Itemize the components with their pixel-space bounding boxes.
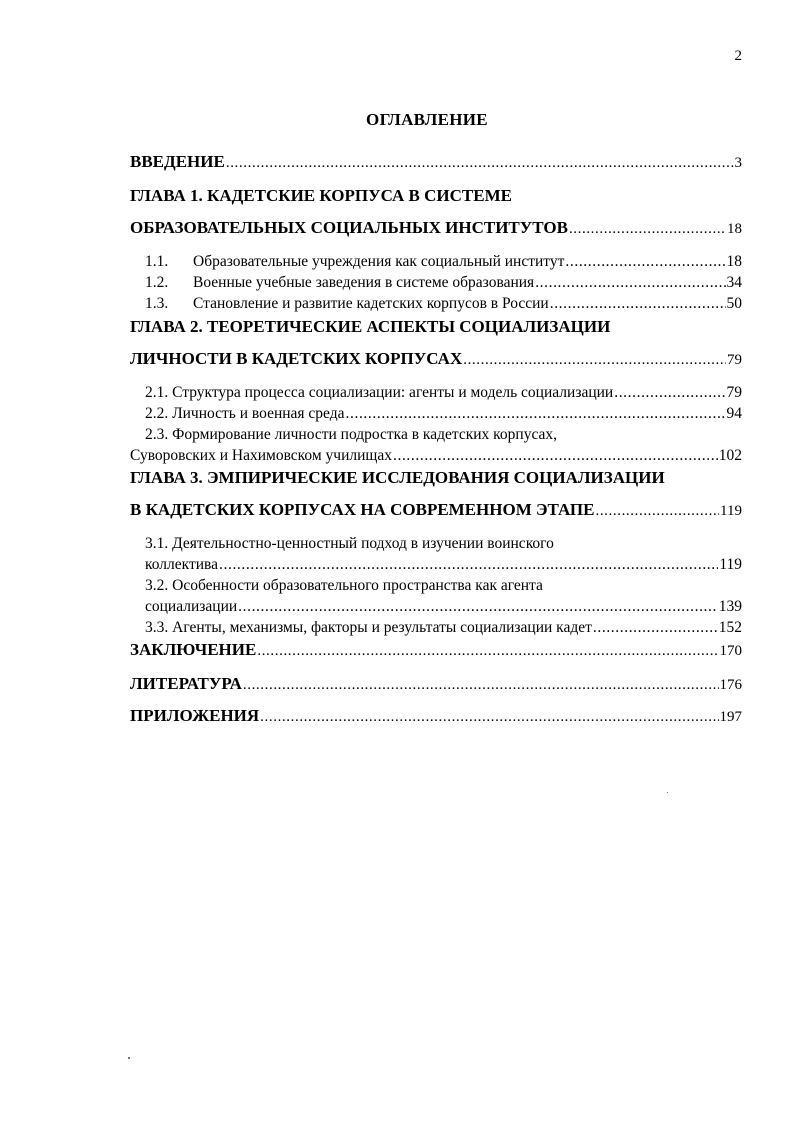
section-title: Военные учебные заведения в системе образования — [193, 274, 535, 291]
entry-page: 79 — [726, 384, 742, 401]
entry-page: 152 — [718, 619, 742, 636]
toc-entry-literature[interactable] — [130, 674, 742, 694]
entry-page: 176 — [719, 677, 742, 693]
chapter2-title-line1: ГЛАВА 2. ТЕОРЕТИЧЕСКИЕ АСПЕКТЫ СОЦИАЛИЗАЦИИ — [130, 317, 611, 336]
section-3-2-line1: 3.2. Особенности образовательного пространства как агента — [145, 577, 543, 594]
section-title: 2.2. Личность и военная среда — [145, 405, 345, 422]
toc-entry-2-1[interactable] — [145, 384, 742, 402]
entry-label: ВВЕДЕНИЕ — [130, 152, 225, 171]
entry-label: ПРИЛОЖЕНИЯ — [130, 706, 260, 725]
entry-page: 18 — [727, 221, 742, 237]
entry-page: 139 — [718, 598, 742, 615]
entry-page: 94 — [726, 405, 742, 422]
entry-page: 119 — [719, 556, 742, 573]
dot-leader — [550, 295, 726, 313]
dot-leader — [595, 503, 719, 520]
entry-page: 3 — [734, 155, 742, 171]
dot-leader — [219, 556, 718, 574]
toc-entry-3-3[interactable] — [145, 619, 742, 637]
section-number: 1.3. — [145, 295, 169, 312]
dot-leader — [226, 155, 734, 172]
dot-leader — [463, 352, 726, 369]
section-title: Суворовских и Нахимовском училищах — [130, 447, 392, 464]
entry-page: 119 — [720, 503, 742, 519]
dot-leader — [614, 384, 725, 402]
toc-entry-chapter3[interactable] — [130, 500, 742, 520]
toc-entry-appendices[interactable] — [130, 706, 742, 726]
page-number: 2 — [734, 48, 742, 64]
entry-label: ЛИЧНОСТИ В КАДЕТСКИХ КОРПУСАХ — [130, 349, 463, 368]
section-number: 1.1. — [145, 253, 169, 270]
entry-page: 102 — [718, 447, 742, 464]
entry-page: 79 — [727, 352, 742, 368]
dot-leader — [238, 598, 718, 616]
toc-entry-3-1[interactable] — [145, 556, 742, 574]
entry-page: 50 — [726, 295, 742, 312]
toc-entry-1-3[interactable] — [145, 295, 742, 313]
dot-leader — [257, 643, 718, 660]
section-title: Образовательные учреждения как социальный институт — [193, 253, 565, 270]
dot-leader — [243, 677, 719, 694]
dot-leader — [593, 619, 718, 637]
chapter1-title-line1: ГЛАВА 1. КАДЕТСКИЕ КОРПУСА В СИСТЕМЕ — [130, 186, 512, 205]
dot-leader — [260, 709, 718, 726]
entry-label: ЛИТЕРАТУРА — [130, 674, 242, 693]
entry-label: В КАДЕТСКИХ КОРПУСАХ НА СОВРЕМЕННОМ ЭТАПЕ — [130, 500, 595, 519]
entry-page: 170 — [719, 643, 742, 659]
section-title: 2.1. Структура процесса социализации: агенты и модель социализации — [145, 384, 614, 401]
section-3-1-line1: 3.1. Деятельностно-ценностный подход в изучении воинского — [145, 535, 554, 552]
section-2-3-line1: 2.3. Формирование личности подростка в кадетских корпусах, — [145, 426, 558, 443]
chapter3-title-line1: ГЛАВА 3. ЭМПИРИЧЕСКИЕ ИССЛЕДОВАНИЯ СОЦИАЛИЗАЦИИ — [130, 468, 665, 487]
entry-page: 18 — [726, 253, 742, 270]
scan-speck — [128, 1057, 130, 1059]
toc-entry-conclusion[interactable] — [130, 640, 742, 660]
toc-entry-2-2[interactable] — [145, 405, 742, 423]
section-number: 1.2. — [145, 274, 169, 291]
dot-leader — [393, 447, 718, 465]
entry-label: ОБРАЗОВАТЕЛЬНЫХ СОЦИАЛЬНЫХ ИНСТИТУТОВ — [130, 218, 568, 237]
toc-entry-1-2[interactable] — [145, 274, 742, 292]
toc-entry-3-2[interactable] — [145, 598, 742, 616]
toc-entry-2-3[interactable] — [130, 447, 742, 465]
dot-leader — [565, 253, 725, 271]
toc-title: ОГЛАВЛЕНИЕ — [366, 110, 488, 129]
section-title: социализации — [145, 598, 238, 615]
entry-page: 34 — [726, 274, 742, 291]
section-title: Становление и развитие кадетских корпусов в России — [193, 295, 549, 312]
section-title: коллектива — [145, 556, 219, 573]
toc-entry-chapter1[interactable] — [130, 218, 742, 238]
entry-page: 197 — [719, 709, 742, 725]
toc-entry-intro[interactable] — [130, 152, 742, 172]
toc-entry-chapter2[interactable] — [130, 349, 742, 369]
entry-label: ЗАКЛЮЧЕНИЕ — [130, 640, 257, 659]
dot-leader — [569, 221, 726, 238]
toc-entry-1-1[interactable] — [145, 253, 742, 271]
dot-leader — [535, 274, 725, 292]
scan-speck — [667, 792, 668, 793]
dot-leader — [346, 405, 726, 423]
section-title: 3.3. Агенты, механизмы, факторы и результаты социализации кадет — [145, 619, 592, 636]
